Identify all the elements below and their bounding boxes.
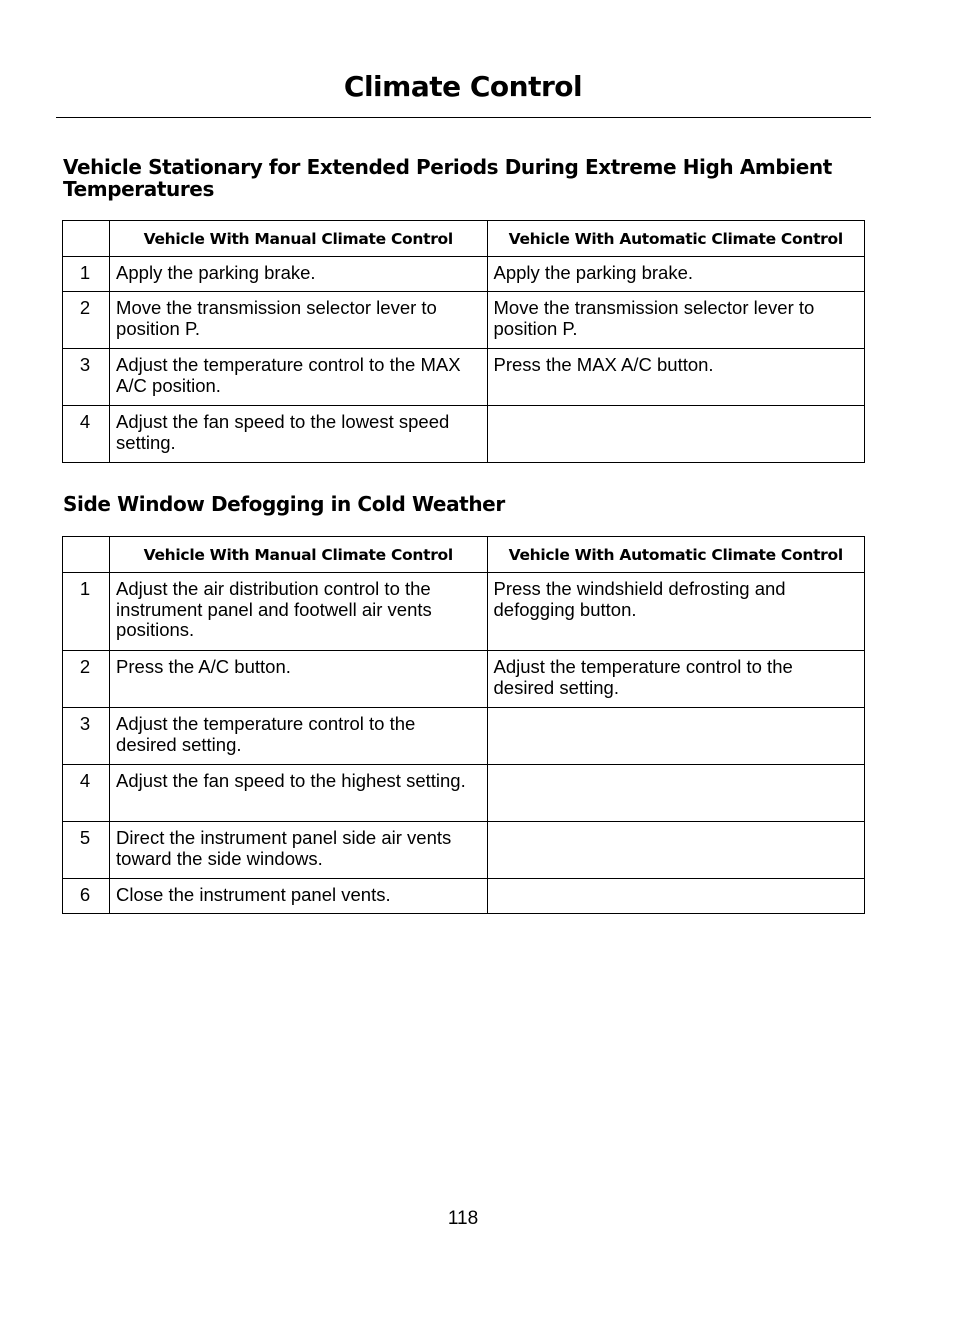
title-divider xyxy=(56,117,871,118)
table-header-row xyxy=(63,537,865,573)
automatic-step-text xyxy=(487,708,864,765)
table-row xyxy=(63,406,865,463)
automatic-step-text: Move the transmission selector lever to position P. xyxy=(487,292,864,349)
automatic-step-text xyxy=(487,406,864,463)
table-row xyxy=(63,708,865,765)
step-number: 2 xyxy=(63,651,110,708)
manual-step-text: Direct the instrument panel side air vents toward the side windows. xyxy=(110,822,487,879)
page-title: Climate Control xyxy=(343,70,583,103)
table-row xyxy=(63,292,865,349)
column-header-automatic: Vehicle With Automatic Climate Control xyxy=(487,221,864,257)
column-header-step xyxy=(63,537,110,573)
manual-step-text: Adjust the temperature control to the MAX A/C position. xyxy=(110,349,487,406)
automatic-step-text xyxy=(487,879,864,914)
table-side-window-defogging xyxy=(62,536,865,914)
manual-step-text: Press the A/C button. xyxy=(110,651,487,708)
automatic-step-text xyxy=(487,765,864,822)
step-number: 4 xyxy=(63,406,110,463)
section-heading-extreme-heat: Vehicle Stationary for Extended Periods During Extreme High Ambient Temperatures xyxy=(63,155,832,201)
step-number: 6 xyxy=(63,879,110,914)
table-row xyxy=(63,651,865,708)
table-header-row xyxy=(63,221,865,257)
step-number: 1 xyxy=(63,257,110,292)
manual-step-text: Adjust the temperature control to the desired setting. xyxy=(110,708,487,765)
column-header-step xyxy=(63,221,110,257)
manual-step-text: Adjust the fan speed to the highest setting. xyxy=(110,765,487,822)
step-number: 2 xyxy=(63,292,110,349)
manual-step-text: Close the instrument panel vents. xyxy=(110,879,487,914)
table-row xyxy=(63,573,865,651)
automatic-step-text xyxy=(487,822,864,879)
step-number: 3 xyxy=(63,349,110,406)
table-row xyxy=(63,765,865,822)
manual-step-text: Apply the parking brake. xyxy=(110,257,487,292)
step-number: 1 xyxy=(63,573,110,651)
automatic-step-text: Press the windshield defrosting and defogging button. xyxy=(487,573,864,651)
column-header-manual: Vehicle With Manual Climate Control xyxy=(110,221,487,257)
page-number: 118 xyxy=(447,1208,479,1229)
table-row xyxy=(63,822,865,879)
table-row xyxy=(63,349,865,406)
manual-step-text: Adjust the fan speed to the lowest speed setting. xyxy=(110,406,487,463)
column-header-manual: Vehicle With Manual Climate Control xyxy=(110,537,487,573)
table-row xyxy=(63,257,865,292)
automatic-step-text: Adjust the temperature control to the desired setting. xyxy=(487,651,864,708)
section-heading-side-window-defogging: Side Window Defogging in Cold Weather xyxy=(63,492,505,516)
table-extreme-heat xyxy=(62,220,865,463)
manual-step-text: Move the transmission selector lever to position P. xyxy=(110,292,487,349)
step-number: 3 xyxy=(63,708,110,765)
table-row xyxy=(63,879,865,914)
step-number: 5 xyxy=(63,822,110,879)
column-header-automatic: Vehicle With Automatic Climate Control xyxy=(487,537,864,573)
automatic-step-text: Press the MAX A/C button. xyxy=(487,349,864,406)
manual-step-text: Adjust the air distribution control to the instrument panel and footwell air vents positions. xyxy=(110,573,487,651)
step-number: 4 xyxy=(63,765,110,822)
automatic-step-text: Apply the parking brake. xyxy=(487,257,864,292)
